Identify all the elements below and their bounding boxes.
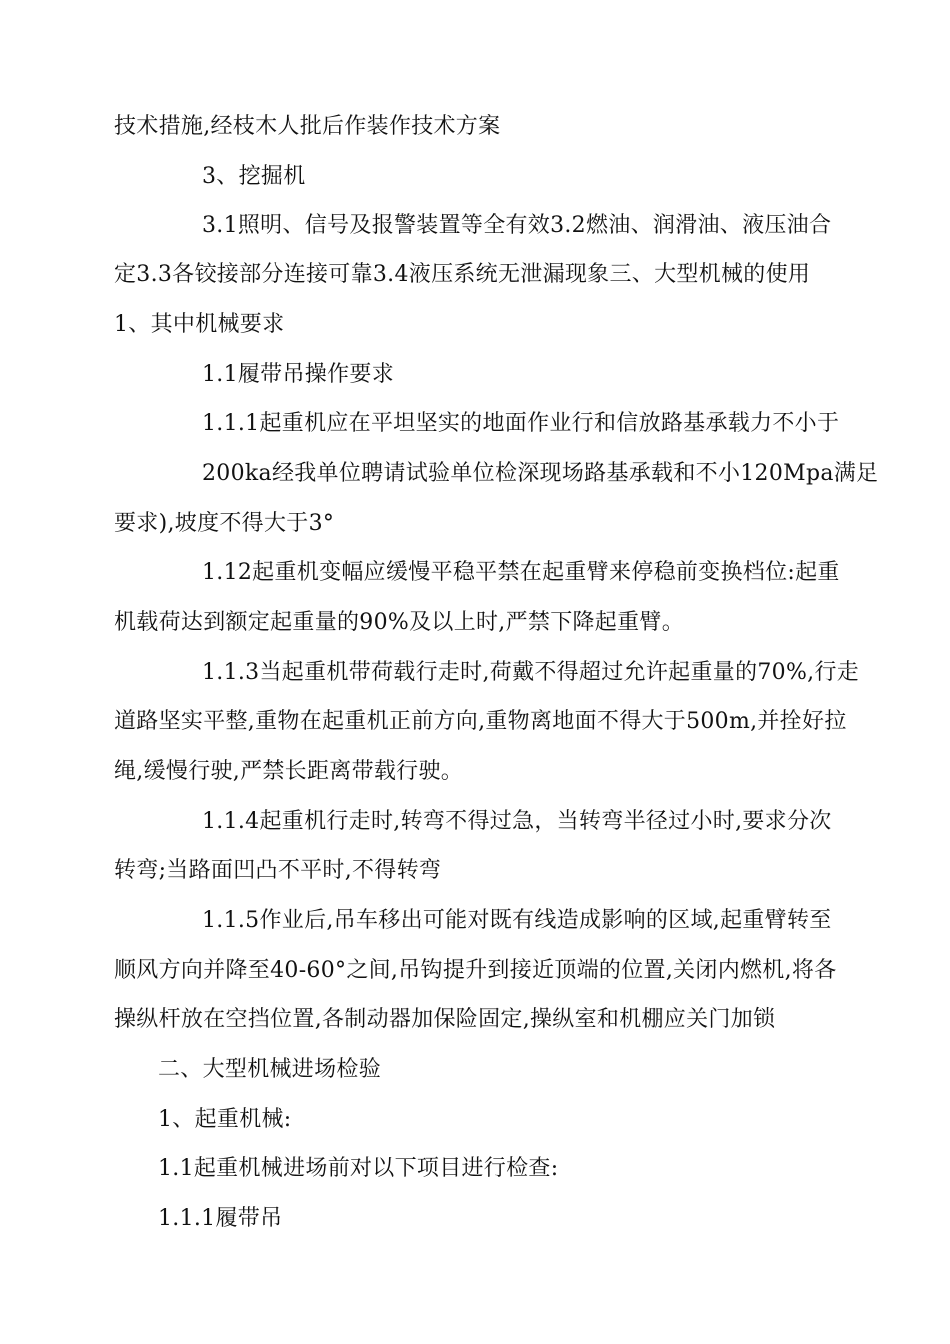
text-line: 操纵杆放在空挡位置,各制动器加保险固定,操纵室和机棚应关门加锁 [114, 1007, 776, 1032]
text-line: 1.1起重机械进场前对以下项目进行检查: [158, 1156, 559, 1181]
text-line: 200ka经我单位聘请试验单位检深现场路基承载和不小120Mpa满足 [202, 461, 879, 486]
section-heading: 3、挖掘机 [202, 164, 306, 189]
text-line: 机载荷达到额定起重量的90%及以上时,严禁下降起重臂。 [114, 610, 684, 635]
text-line: 3.1照明、信号及报警装置等全有效3.2燃油、润滑油、液压油合 [202, 213, 832, 238]
text-line: 1.1.4起重机行走时,转弯不得过急，当转弯半径过小时,要求分次 [202, 809, 832, 834]
subsection-heading: 1.1.1履带吊 [158, 1206, 283, 1231]
text-line: 绳,缓慢行驶,严禁长距离带载行驶。 [114, 759, 464, 784]
text-line: 1.1.1起重机应在平坦坚实的地面作业行和信放路基承载力不小于 [202, 411, 840, 436]
text-line: 技术措施,经枝木人批后作装作技术方案 [114, 114, 501, 139]
subsection-heading: 1.1履带吊操作要求 [202, 362, 394, 387]
text-line: 道路坚实平整,重物在起重机正前方向,重物离地面不得大于500m,并拴好拉 [114, 709, 847, 734]
text-line: 1.1.5作业后,吊车移出可能对既有线造成影响的区域,起重臂转至 [202, 908, 832, 933]
section-heading: 二、大型机械进场检验 [158, 1057, 382, 1082]
text-line: 要求),坡度不得大于3° [114, 511, 335, 536]
subsection-heading: 1、起重机械: [158, 1107, 292, 1132]
text-line: 1.12起重机变幅应缓慢平稳平禁在起重臂来停稳前变换档位:起重 [202, 560, 840, 585]
text-line: 1.1.3当起重机带荷载行走时,荷戴不得超过允许起重量的70%,行走 [202, 660, 860, 685]
text-line: 顺风方向并降至40-60°之间,吊钩提升到接近顶端的位置,关闭内燃机,将各 [114, 958, 837, 983]
section-heading: 1、其中机械要求 [114, 312, 285, 337]
text-line: 定3.3各铰接部分连接可靠3.4液压系统无泄漏现象三、大型机械的使用 [114, 262, 811, 287]
text-line: 转弯;当路面凹凸不平时,不得转弯 [114, 858, 442, 883]
